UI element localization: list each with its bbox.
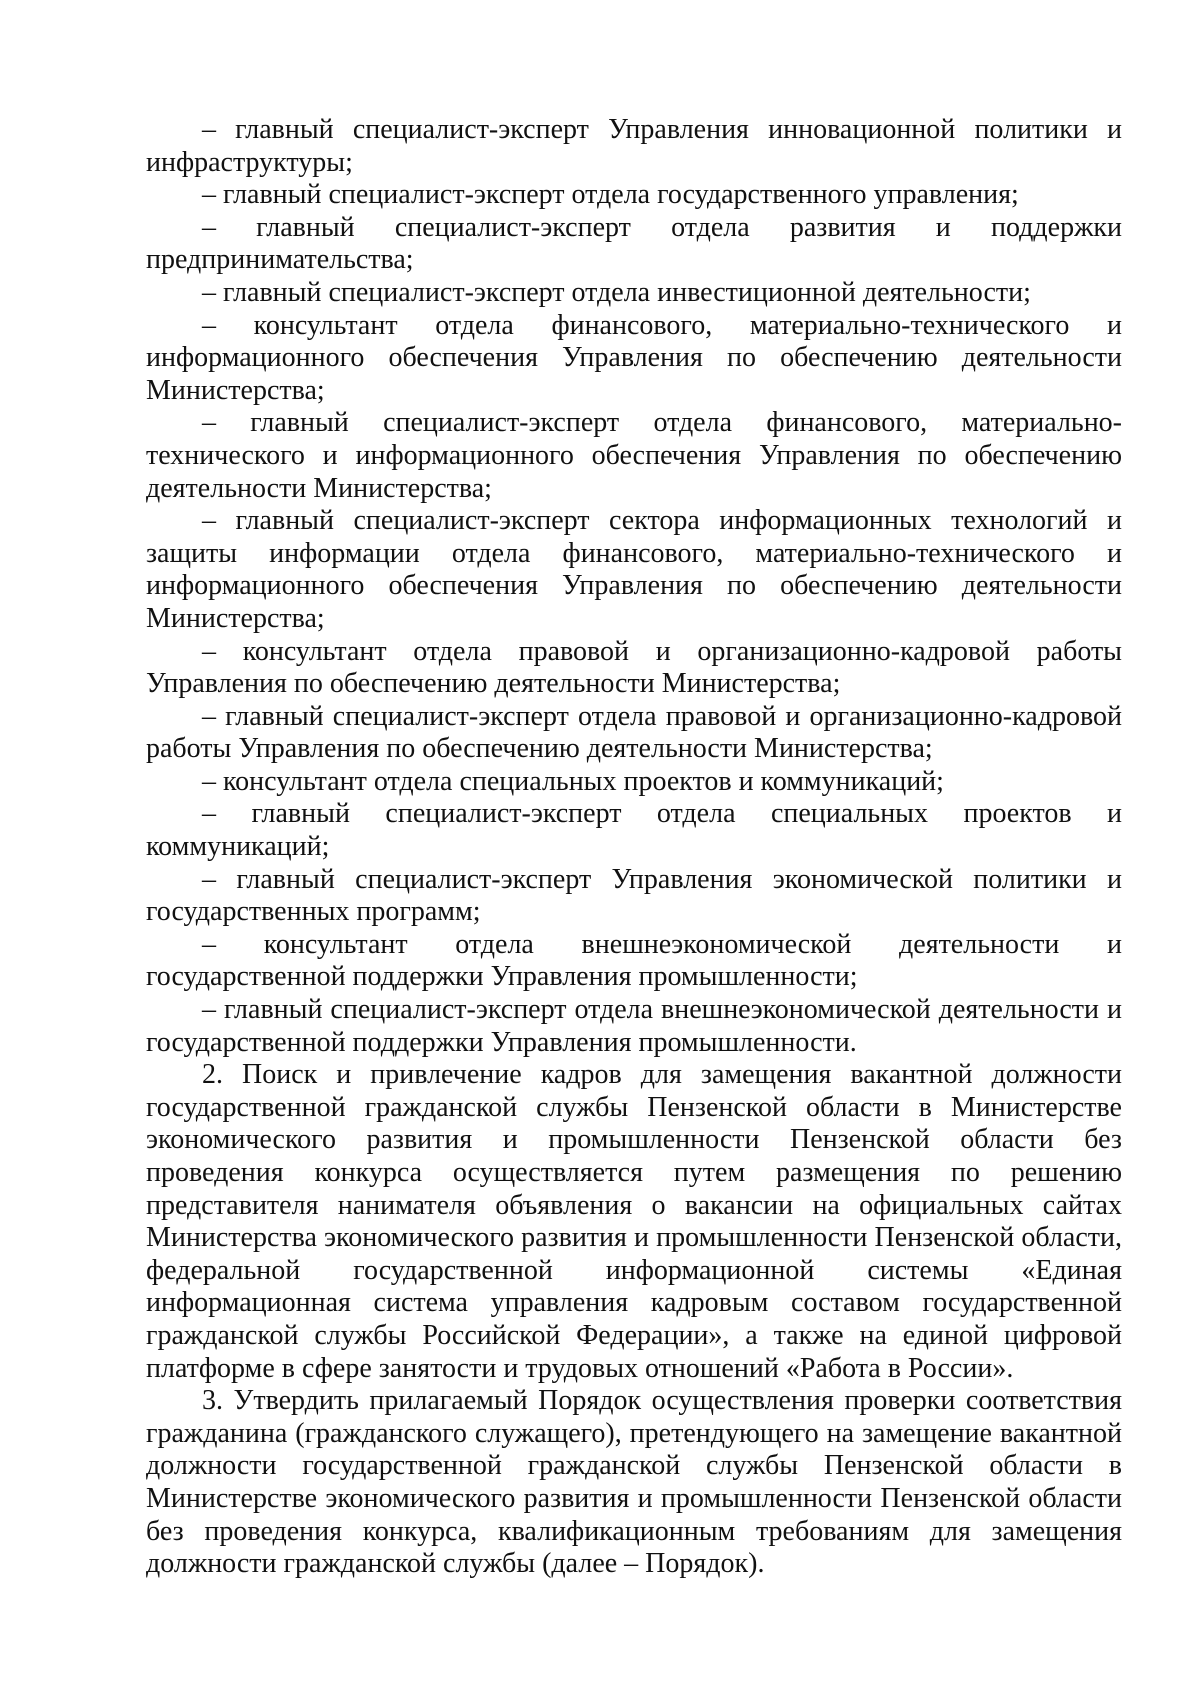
- paragraph: – консультант отдела специальных проектов и коммуникаций;: [202, 765, 944, 797]
- paragraph: – главный специалист-эксперт Управления инновационной политики и инфраструктуры;: [146, 114, 1122, 178]
- paragraph: – консультант отдела внешнеэкономической деятельности и государственной поддержки Управления промышленности;: [146, 928, 1122, 993]
- paragraph: – главный специалист-эксперт Управления экономической политики и государственных программ;: [146, 863, 1122, 928]
- paragraph: – главный специалист-эксперт отдела государственного управления;: [202, 179, 1019, 211]
- paragraph: – консультант отдела финансового, материально-технического и информационного обеспечения Управления по обеспечению деятельности Министерства;: [146, 309, 1122, 406]
- paragraph: – главный специалист-эксперт отдела инвестиционной деятельности;: [202, 276, 1031, 308]
- paragraph: – главный специалист-эксперт сектора информационных технологий и защиты информации отдела финансового, материально-технического и информационного обеспечения Управления по обеспечению деятельности Министерства;: [146, 505, 1122, 634]
- document-page: [146, 114, 1122, 1581]
- paragraph: – консультант отдела правовой и организационно-кадровой работы Управления по обеспечению деятельности Министерства;: [146, 635, 1122, 700]
- paragraph: – главный специалист-эксперт отдела правовой и организационно-кадровой работы Управления по обеспечению деятельности Министерства;: [146, 700, 1122, 765]
- paragraph: 2. Поиск и привлечение кадров для замещения вакантной должности государственной гражданской службы Пензенской области в Министерстве экономического развития и промышленности Пензенской области без проведения конкурса осуществляется путем размещения по решению представителя нанимателя объявления о вакансии на официальных сайтах Министерства экономического развития и промышленности Пензенской области, федеральной государственной информационной системы «Единая информационная система управления кадровым составом государственной гражданской службы Российской Федерации», а также на единой цифровой платформе в сфере занятости и трудовых отношений «Работа в России».: [146, 1059, 1122, 1384]
- paragraph: – главный специалист-эксперт отдела развития и поддержки предпринимательства;: [146, 211, 1122, 276]
- paragraph: 3. Утвердить прилагаемый Порядок осуществления проверки соответствия гражданина (гражданского служащего), претендующего на замещение вакантной должности государственной гражданской службы Пензенской области в Министерстве экономического развития и промышленности Пензенской области без проведения конкурса, квалификационным требованиям для замещения должности гражданской службы (далее – Порядок).: [146, 1385, 1122, 1580]
- paragraph: – главный специалист-эксперт отдела финансового, материально-технического и информационного обеспечения Управления по обеспечению деятельности Министерства;: [146, 407, 1122, 504]
- paragraph: – главный специалист-эксперт отдела специальных проектов и коммуникаций;: [146, 798, 1122, 863]
- paragraph: – главный специалист-эксперт отдела внешнеэкономической деятельности и государственной поддержки Управления промышленности.: [146, 994, 1122, 1058]
